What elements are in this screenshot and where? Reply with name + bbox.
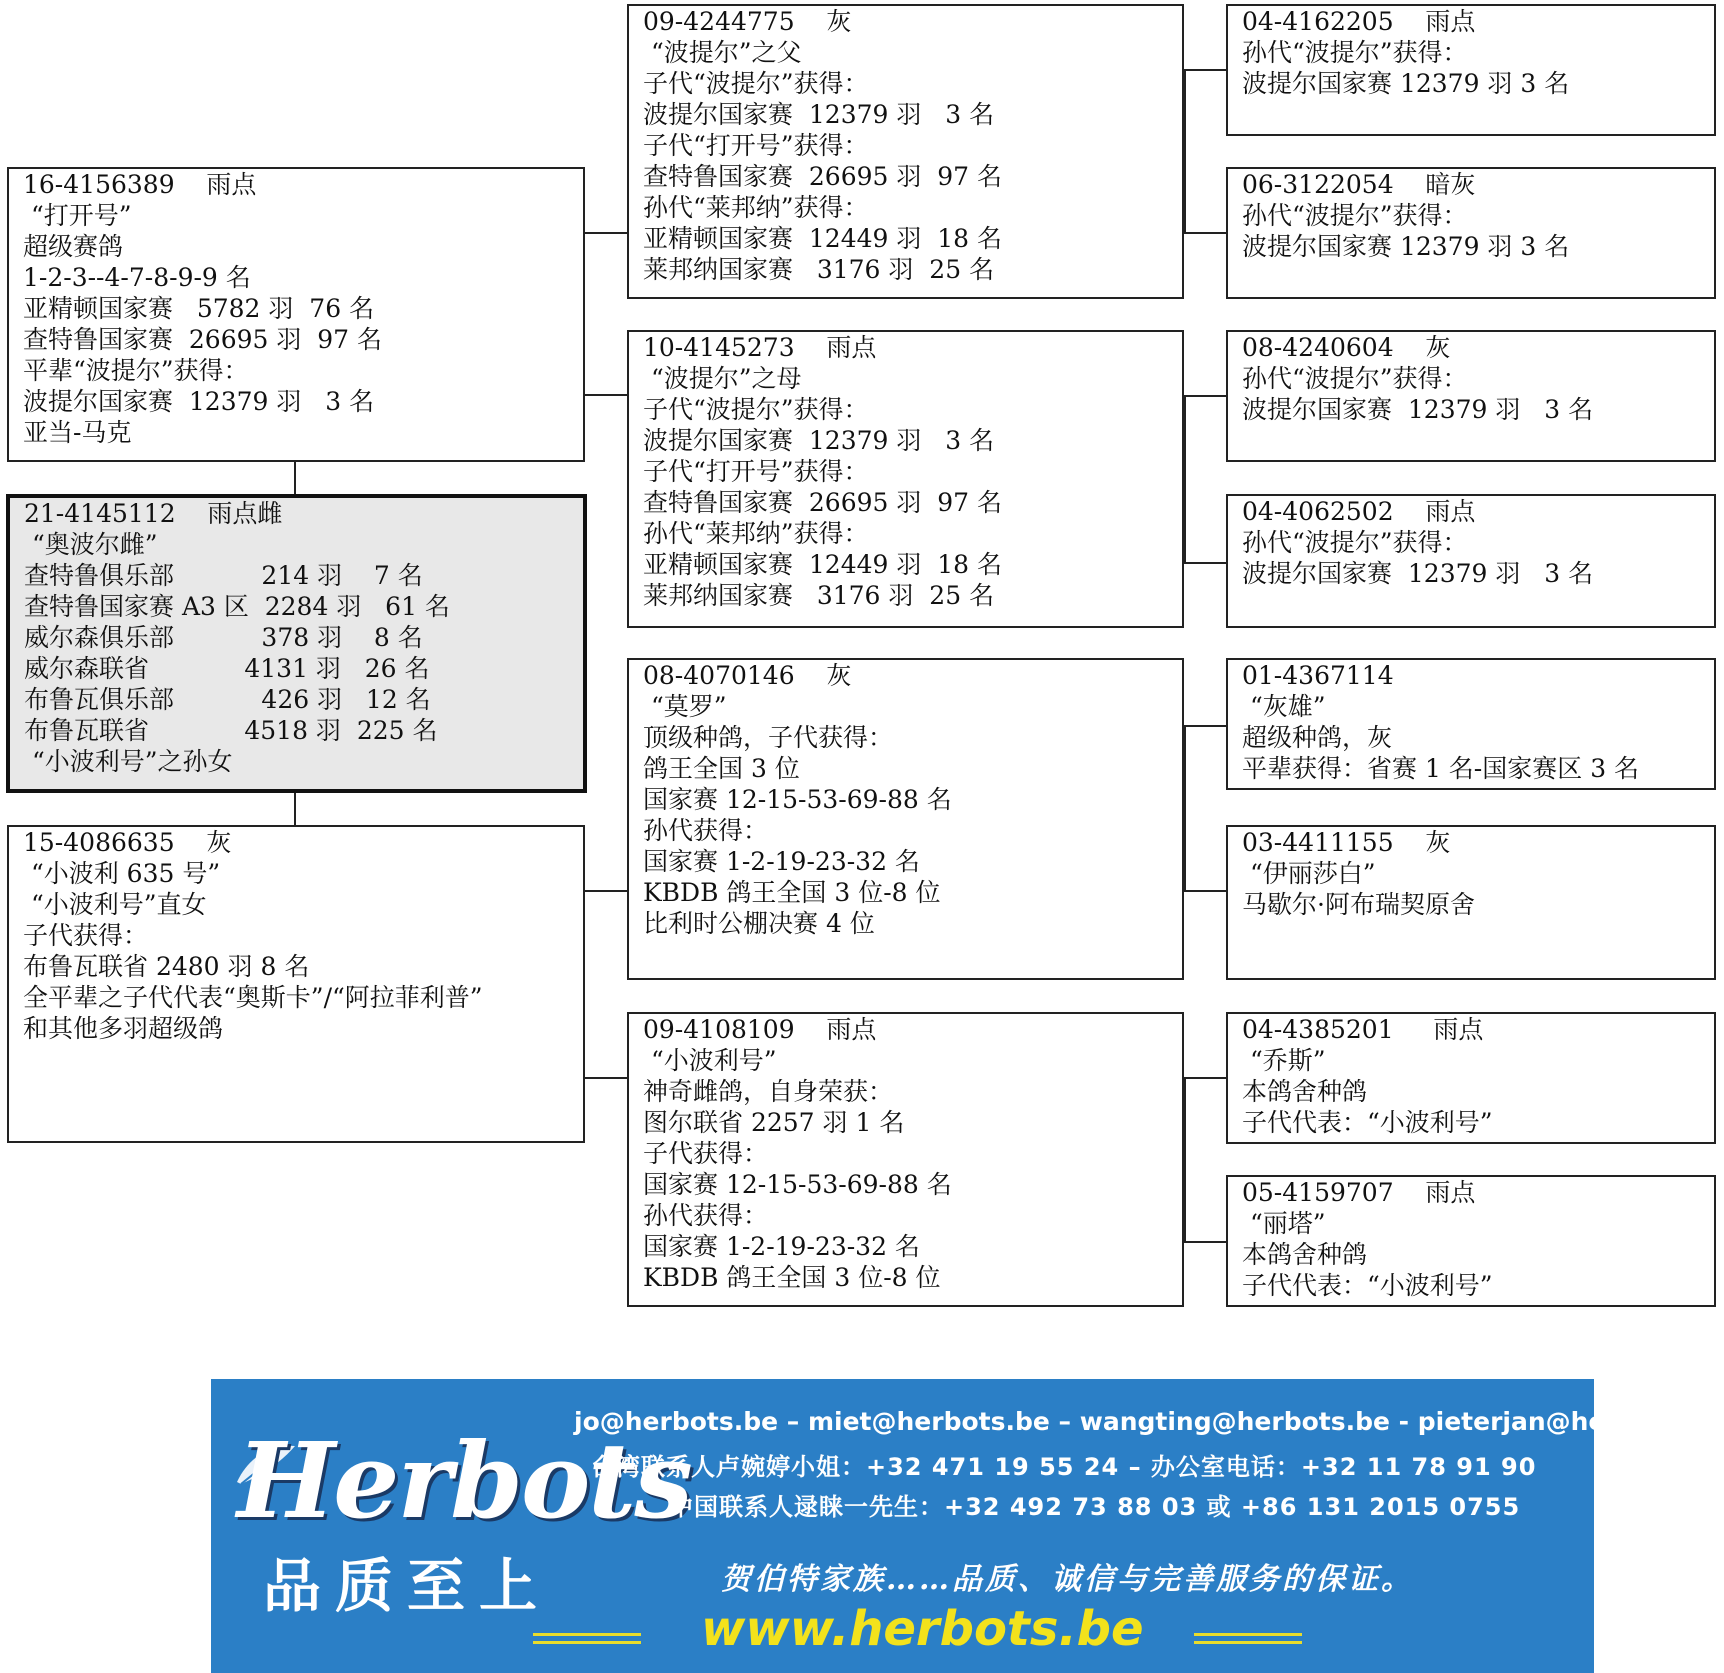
text-line: 鸽王全国 3 位 (643, 754, 800, 783)
connector-sire-gp-top (583, 232, 628, 234)
text-line: “莫罗” (643, 692, 727, 721)
gp-dd-lines (643, 1014, 1168, 1293)
ggp-lines-2 (1242, 169, 1700, 262)
ggp-card-5 (1226, 658, 1716, 790)
sire-card (7, 167, 585, 462)
text-line: “小波利号” (643, 1046, 777, 1075)
text-line: 超级种鸽，灰 (1242, 723, 1393, 752)
text-line: 子代代表：“小波利号” (1242, 1271, 1493, 1300)
text-line: 04-4162205 雨点 (1242, 7, 1476, 36)
text-line: 平辈获得：省赛 1 名-国家赛区 3 名 (1242, 754, 1640, 783)
connector-gp1-b (1184, 232, 1228, 234)
grandsire-sire-side-card (627, 4, 1184, 299)
text-line: 布鲁瓦联省 2480 羽 8 名 (23, 952, 310, 981)
text-line: 比利时公棚决赛 4 位 (643, 909, 875, 938)
text-line: 神奇雌鸽，自身荣获： (643, 1077, 894, 1106)
text-line: 10-4145273 雨点 (643, 333, 877, 362)
connector-sire-subject (294, 461, 296, 497)
text-line: 波提尔国家赛 12379 羽 3 名 (643, 100, 995, 129)
decor-line-right-2 (1194, 1641, 1302, 1644)
text-line: “丽塔” (1242, 1209, 1326, 1238)
text-line: 09-4244775 灰 (643, 7, 852, 36)
text-line: 08-4070146 灰 (643, 661, 852, 690)
text-line: 04-4062502 雨点 (1242, 497, 1476, 526)
decor-line-right (1194, 1633, 1302, 1636)
text-line: 1-2-3--4-7-8-9-9 名 (23, 263, 251, 292)
connector-gp4-b (1184, 1241, 1228, 1243)
gp-ds-lines (643, 660, 1168, 939)
text-line: 孙代“莱邦纳”获得： (643, 519, 869, 548)
text-line: 莱邦纳国家赛 3176 羽 25 名 (643, 581, 995, 610)
text-line: 图尔联省 2257 羽 1 名 (643, 1108, 905, 1137)
text-line: 21-4145112 雨点雌 (24, 499, 283, 528)
ggp-card-8 (1226, 1175, 1716, 1307)
text-line: 05-4159707 雨点 (1242, 1178, 1476, 1207)
text-line: 子代“波提尔”获得： (643, 395, 869, 424)
text-line: 波提尔国家赛 12379 羽 3 名 (23, 387, 375, 416)
text-line: 亚精顿国家赛 12449 羽 18 名 (643, 550, 1003, 579)
connector-gp4 (1184, 1077, 1186, 1242)
text-line: 子代获得： (643, 1139, 769, 1168)
dam-card (7, 825, 585, 1143)
connector-dam-gp-bottom (583, 1077, 628, 1079)
ggp-card-2 (1226, 167, 1716, 299)
email-contacts[interactable]: jo@herbots.be – miet@herbots.be – wangting@herbots.be - pieterjan@herbots.be (574, 1407, 1724, 1436)
text-line: 03-4411155 灰 (1242, 828, 1451, 857)
subject-lines (24, 498, 569, 777)
connector-gp1 (1184, 69, 1186, 233)
decor-line-left-2 (533, 1641, 641, 1644)
text-line: 莱邦纳国家赛 3176 羽 25 名 (643, 255, 995, 284)
text-line: 子代“打开号”获得： (643, 131, 869, 160)
ggp-card-7 (1226, 1012, 1716, 1144)
decor-line-left (533, 1633, 641, 1636)
text-line: 孙代“波提尔”获得： (1242, 528, 1468, 557)
text-line: 亚精顿国家赛 12449 羽 18 名 (643, 224, 1003, 253)
text-line: 和其他多羽超级鸽 (23, 1014, 224, 1043)
connector-dam-gp-top (583, 890, 628, 892)
text-line: 04-4385201 雨点 (1242, 1015, 1484, 1044)
text-line: 国家赛 12-15-53-69-88 名 (643, 1170, 952, 1199)
text-line: 查特鲁国家赛 26695 羽 97 名 (23, 325, 383, 354)
herbots-logo: Herbots (237, 1419, 691, 1542)
text-line: 08-4240604 灰 (1242, 333, 1451, 362)
text-line: 波提尔国家赛 12379 羽 3 名 (1242, 232, 1570, 261)
connector-gp3-b (1184, 890, 1228, 892)
dam-lines (23, 827, 569, 1044)
text-line: 国家赛 1-2-19-23-32 名 (643, 1232, 920, 1261)
text-line: 孙代“波提尔”获得： (1242, 364, 1468, 393)
ggp-lines-1 (1242, 6, 1700, 99)
gp-ss-lines (643, 6, 1168, 285)
ggp-card-3 (1226, 330, 1716, 462)
text-line: 超级赛鸽 (23, 232, 124, 261)
text-line: 16-4156389 雨点 (23, 170, 257, 199)
text-line: 波提尔国家赛 12379 羽 3 名 (1242, 69, 1570, 98)
ggp-card-6 (1226, 825, 1716, 980)
text-line: 06-3122054 暗灰 (1242, 170, 1476, 199)
text-line: 子代获得： (23, 921, 149, 950)
text-line: 亚精顿国家赛 5782 羽 76 名 (23, 294, 375, 323)
text-line: “小波利号”直女 (23, 890, 207, 919)
grandsire-dam-side-card (627, 658, 1184, 980)
text-line: 国家赛 12-15-53-69-88 名 (643, 785, 952, 814)
text-line: 布鲁瓦联省 4518 羽 225 名 (24, 716, 438, 745)
text-line: 子代“波提尔”获得： (643, 69, 869, 98)
text-line: 孙代获得： (643, 816, 769, 845)
text-line: “奥波尔雌” (24, 530, 158, 559)
text-line: “打开号” (23, 201, 132, 230)
text-line: KBDB 鸽王全国 3 位-8 位 (643, 1263, 941, 1292)
text-line: 查特鲁国家赛 26695 羽 97 名 (643, 162, 1003, 191)
text-line: “乔斯” (1242, 1046, 1326, 1075)
subject-card (6, 494, 587, 793)
ggp-lines-3 (1242, 332, 1700, 425)
ggp-card-4 (1226, 494, 1716, 628)
ggp-lines-7 (1242, 1014, 1700, 1138)
text-line: 孙代“莱邦纳”获得： (643, 193, 869, 222)
text-line: 09-4108109 雨点 (643, 1015, 877, 1044)
text-line: 亚当-马克 (23, 418, 132, 447)
connector-gp2-a (1184, 395, 1228, 397)
text-line: “波提尔”之父 (643, 38, 802, 67)
ggp-lines-6 (1242, 827, 1700, 920)
text-line: 顶级种鸽，子代获得： (643, 723, 894, 752)
gp-sd-lines (643, 332, 1168, 611)
herbots-banner (211, 1379, 1724, 1673)
text-line: “伊丽莎白” (1242, 859, 1376, 888)
taiwan-contact: 台湾联系人卢婉婷小姐：+32 471 19 55 24 – 办公室电话：+32 11 78 91 90 (591, 1453, 1537, 1481)
slogan: 品质至上 (263, 1552, 552, 1620)
connector-subject-dam (294, 792, 296, 826)
text-line: “小波利 635 号” (23, 859, 221, 888)
text-line: “小波利号”之孙女 (24, 747, 233, 776)
website-link[interactable]: www.herbots.be (701, 1601, 1144, 1657)
granddam-sire-side-card (627, 330, 1184, 628)
connector-gp4-a (1184, 1077, 1228, 1079)
ggp-lines-5 (1242, 660, 1700, 784)
text-line: 国家赛 1-2-19-23-32 名 (643, 847, 920, 876)
connector-gp1-a (1184, 69, 1228, 71)
text-line: 查特鲁国家赛 26695 羽 97 名 (643, 488, 1003, 517)
china-contact: 中国联系人逯睐一先生：+32 492 73 88 03 或 +86 131 2015 0755 (669, 1493, 1521, 1521)
text-line: 平辈“波提尔”获得： (23, 356, 249, 385)
sire-lines (23, 169, 569, 448)
text-line: 孙代“波提尔”获得： (1242, 38, 1468, 67)
text-line: 波提尔国家赛 12379 羽 3 名 (643, 426, 995, 455)
text-line: 威尔森俱乐部 378 羽 8 名 (24, 623, 423, 652)
connector-gp2-b (1184, 562, 1228, 564)
connector-sire-gp-bottom (583, 394, 628, 396)
text-line: 子代“打开号”获得： (643, 457, 869, 486)
tagline: 贺伯特家族……品质、诚信与完善服务的保证。 (721, 1562, 1414, 1597)
ggp-card-1 (1226, 4, 1716, 136)
text-line: 孙代“波提尔”获得： (1242, 201, 1468, 230)
connector-gp3 (1184, 725, 1186, 891)
text-line: 查特鲁俱乐部 214 羽 7 名 (24, 561, 423, 590)
connector-gp2 (1184, 395, 1186, 563)
text-line: 波提尔国家赛 12379 羽 3 名 (1242, 559, 1594, 588)
ggp-lines-8 (1242, 1177, 1700, 1301)
text-line: 子代代表：“小波利号” (1242, 1108, 1493, 1137)
text-line: 孙代获得： (643, 1201, 769, 1230)
text-line: 01-4367114 (1242, 661, 1394, 690)
text-line: 马歇尔·阿布瑞契原舍 (1242, 890, 1475, 919)
text-line: 本鸽舍种鸽 (1242, 1077, 1368, 1106)
connector-gp3-a (1184, 725, 1228, 727)
text-line: 布鲁瓦俱乐部 426 羽 12 名 (24, 685, 431, 714)
text-line: 全平辈之子代代表“奥斯卡”/“阿拉菲利普” (23, 983, 483, 1012)
granddam-dam-side-card (627, 1012, 1184, 1307)
text-line: 波提尔国家赛 12379 羽 3 名 (1242, 395, 1594, 424)
text-line: 查特鲁国家赛 A3 区 2284 羽 61 名 (24, 592, 450, 621)
text-line: 15-4086635 灰 (23, 828, 232, 857)
text-line: KBDB 鸽王全国 3 位-8 位 (643, 878, 941, 907)
text-line: “灰雄” (1242, 692, 1326, 721)
text-line: 本鸽舍种鸽 (1242, 1240, 1368, 1269)
text-line: “波提尔”之母 (643, 364, 802, 393)
text-line: 威尔森联省 4131 羽 26 名 (24, 654, 430, 683)
ggp-lines-4 (1242, 496, 1700, 589)
